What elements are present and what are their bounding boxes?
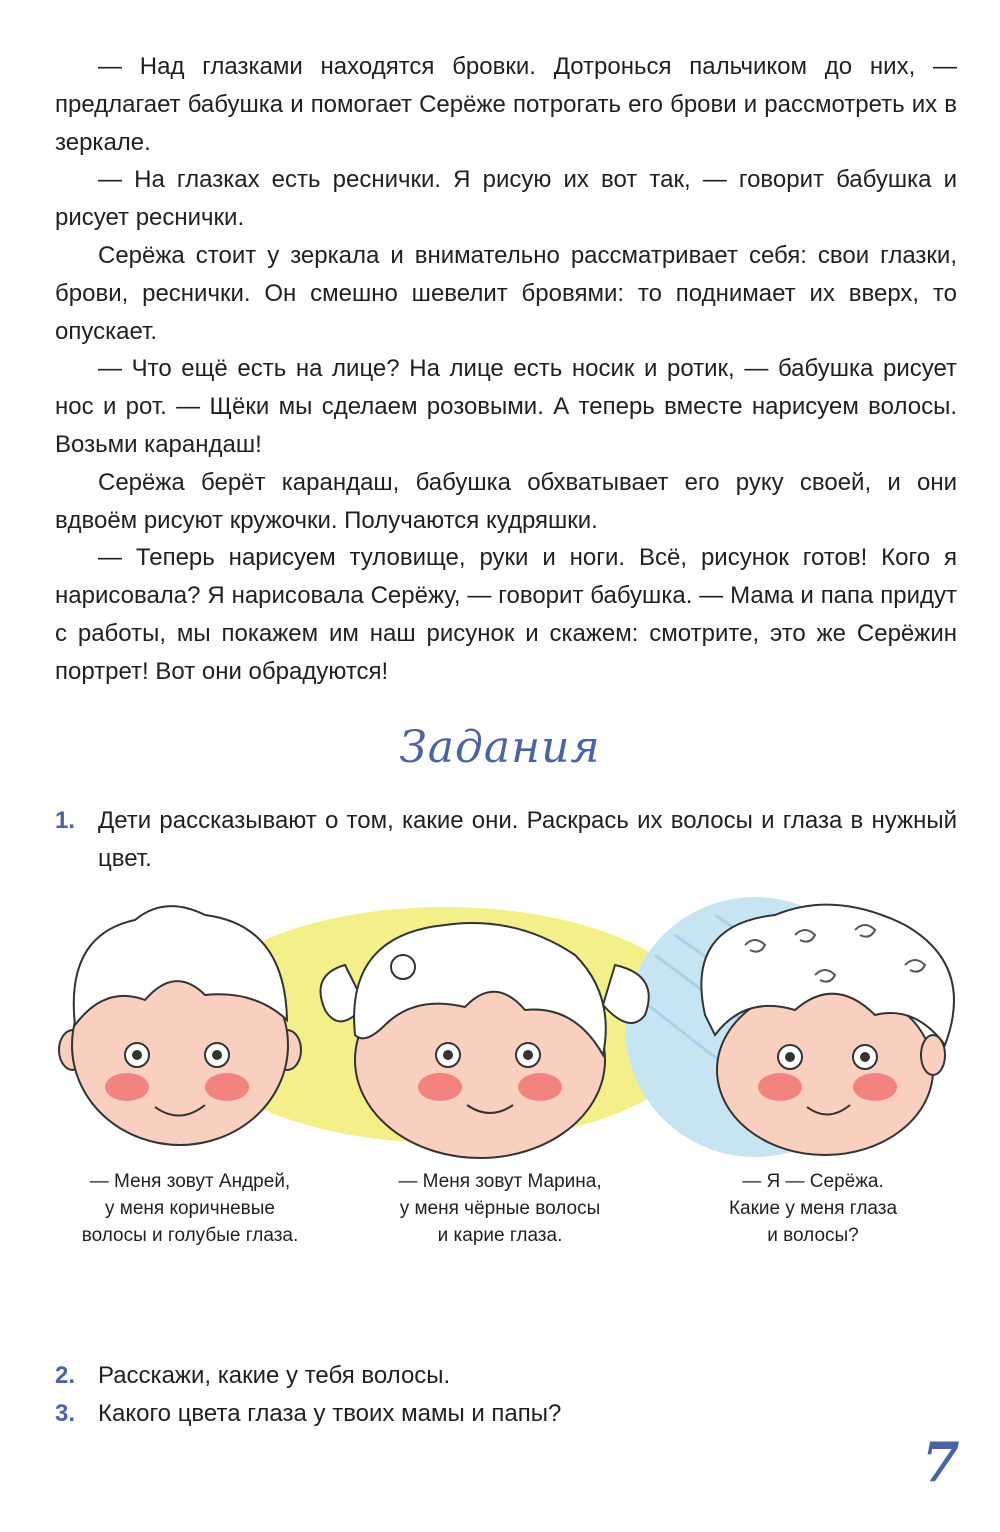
caption-andrei: — Меня зовут Андрей, у меня коричневые волосы и голубые глаза. [81, 1171, 299, 1246]
story-text [55, 48, 957, 691]
task-text: Дети рассказывают о том, какие они. Раскрась их волосы и глаза в нужный цвет. [98, 807, 957, 872]
task-number: 3. [55, 1400, 76, 1427]
task-1 [55, 802, 957, 878]
story-paragraph: Серёжа стоит у зеркала и внимательно рассматривает себя: свои глазки, брови, реснички. Он смешно шевелит бровями: то поднимает их вверх, то опускает. [55, 241, 957, 345]
task-text: Какого цвета глаза у твоих мамы и папы? [98, 1400, 562, 1427]
task-number: 1. [55, 807, 76, 834]
story-paragraph: Серёжа берёт карандаш, бабушка обхватывает его руку своей, и они вдвоём рисуют кружочки. Получаются кудряшки. [55, 468, 957, 534]
section-heading: Задания [399, 722, 601, 773]
caption-seryozha: — Я — Серёжа. Какие у меня глаза и волосы? [728, 1171, 898, 1246]
task-2 [55, 1357, 957, 1395]
task-3 [55, 1395, 957, 1433]
face-seryozha [701, 905, 954, 1155]
task-number: 2. [55, 1362, 76, 1389]
story-paragraph: — Теперь нарисуем туловище, руки и ноги. Всё, рисунок готов! Кого я нарисовала? Я нарисовала Серёжу, — говорит бабушка. — Мама и папа придут с работы, мы покажем им наш рисунок и скажем: смотрите, это же Серёжин портрет! Вот они обрадуются! [55, 544, 957, 685]
story-paragraph: — Что ещё есть на лице? На лице есть носик и ротик, — бабушка рисует нос и рот. — Щёки мы сделаем розовыми. А теперь вместе нарисуем волосы. Возьми карандаш! [55, 355, 957, 458]
story-paragraph: — Над глазками находятся бровки. Дотронься пальчиком до них, — предлагает бабушка и помогает Серёже потрогать его брови и рассмотреть их в зеркале. [55, 53, 957, 156]
caption-marina: — Меня зовут Марина, у меня чёрные волосы и карие глаза. [398, 1171, 602, 1246]
page-number: 7 [922, 1430, 960, 1494]
task-text: Расскажи, какие у тебя волосы. [98, 1362, 451, 1389]
story-paragraph: — На глазках есть реснички. Я рисую их вот так, — говорит бабушка и рисует реснички. [55, 166, 957, 232]
children-faces-illustration [55, 895, 975, 1165]
hair-flower-icon [391, 955, 415, 979]
